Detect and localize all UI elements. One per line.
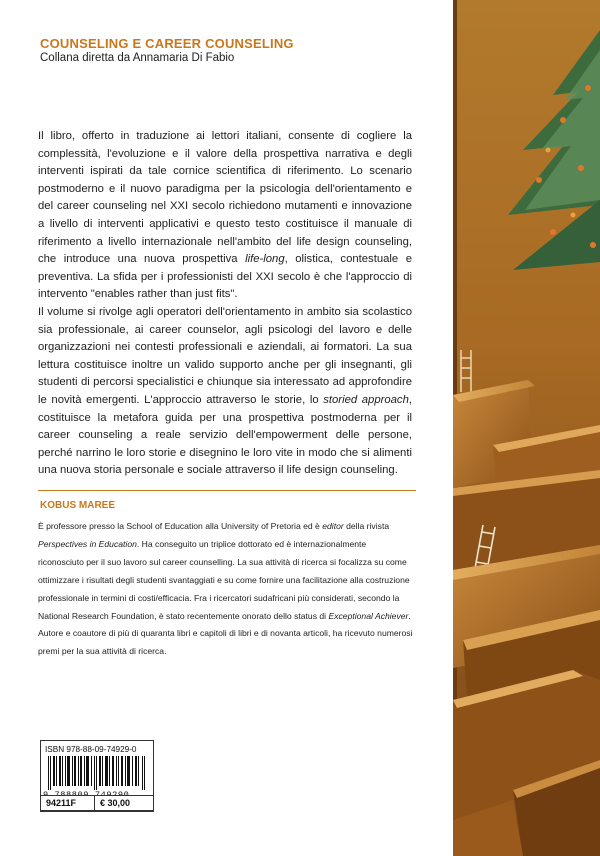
isbn-text: ISBN 978-88-09-74929-0 bbox=[45, 745, 137, 754]
price-row bbox=[40, 795, 154, 811]
price: € 30,00 bbox=[100, 798, 131, 808]
author-bio: È professore presso la School of Education alla University of Pretoria ed è editor della rivista Perspectives in Education. Ha conseguito un triplice dottorato ed è internazionalmente riconosciuto per il suo lavoro sul career counselling. La sua attività di ricerca si focalizza su come ottimizzare i risultati degli studenti svantaggiati e su come fornire una facilitazione alla costruzione professionale in termini di costi/efficacia. Fra i ricercatori sudafricani più considerati, secondo la National Research Foundation, è stato recentemente onorato dello status di Exceptional Achiever. Autore e coautore di più di quaranta libri e capitoli di libri e di novanta articoli, ha ricevuto numerosi premi per la sua attività di ricerca. bbox=[38, 521, 413, 657]
cover-illustration bbox=[453, 0, 600, 856]
book-description bbox=[38, 128, 412, 480]
author-divider bbox=[38, 490, 416, 491]
product-code: 94211F bbox=[41, 796, 95, 810]
series-editor: Collana diretta da Annamaria Di Fabio bbox=[40, 52, 235, 64]
description-paragraph-1: Il libro, offerto in traduzione ai lettori italiani, consente di cogliere la complessità, l'evoluzione e il valore della prospettiva narrativa e degli interventi ispirati da tale cornice scientifica di riferimento. Lo scenario postmoderno e il nuovo paradigma per la psicologia dell'orientamento e del career counseling nel XXI secolo richiedono mutamenti e innovazione a livello di interventi applicativi e questo testo costituisce il manuale di riferimento a livello internazionale nell'ambito del life design counseling, che introduce una nuova prospettiva life-long, olistica, contestuale e preventiva. La sfida per i professionisti del XXI secolo è che l'approccio di intervento "enables rather than just fits". bbox=[38, 130, 412, 301]
description-paragraph-2: Il volume si rivolge agli operatori dell'orientamento in ambito sia scolastico sia professionale, ai career counselor, agli psicologi del lavoro e delle organizzazioni nei contesti professionali e aziendali, ai formatori. La sua lettura costituisce inoltre un valido supporto anche per gli insegnanti, gli studenti di percorsi specialistici e chiunque sia interessato ad approfondire le novità emergenti. L'approccio attraverso le storie, lo storied approach, costituisce la metafora guida per una prospettiva postmoderna per il career counseling a reale servizio dell'empowerment delle persone, perché narrino le loro storie e disegnino le loro vite in modo che si alimenti una nuova storia personale e sociale attraverso il life design counseling. bbox=[38, 305, 413, 477]
author-name: KOBUS MAREE bbox=[40, 500, 116, 511]
barcode-icon bbox=[47, 756, 147, 790]
series-title: COUNSELING E CAREER COUNSELING bbox=[40, 36, 294, 51]
